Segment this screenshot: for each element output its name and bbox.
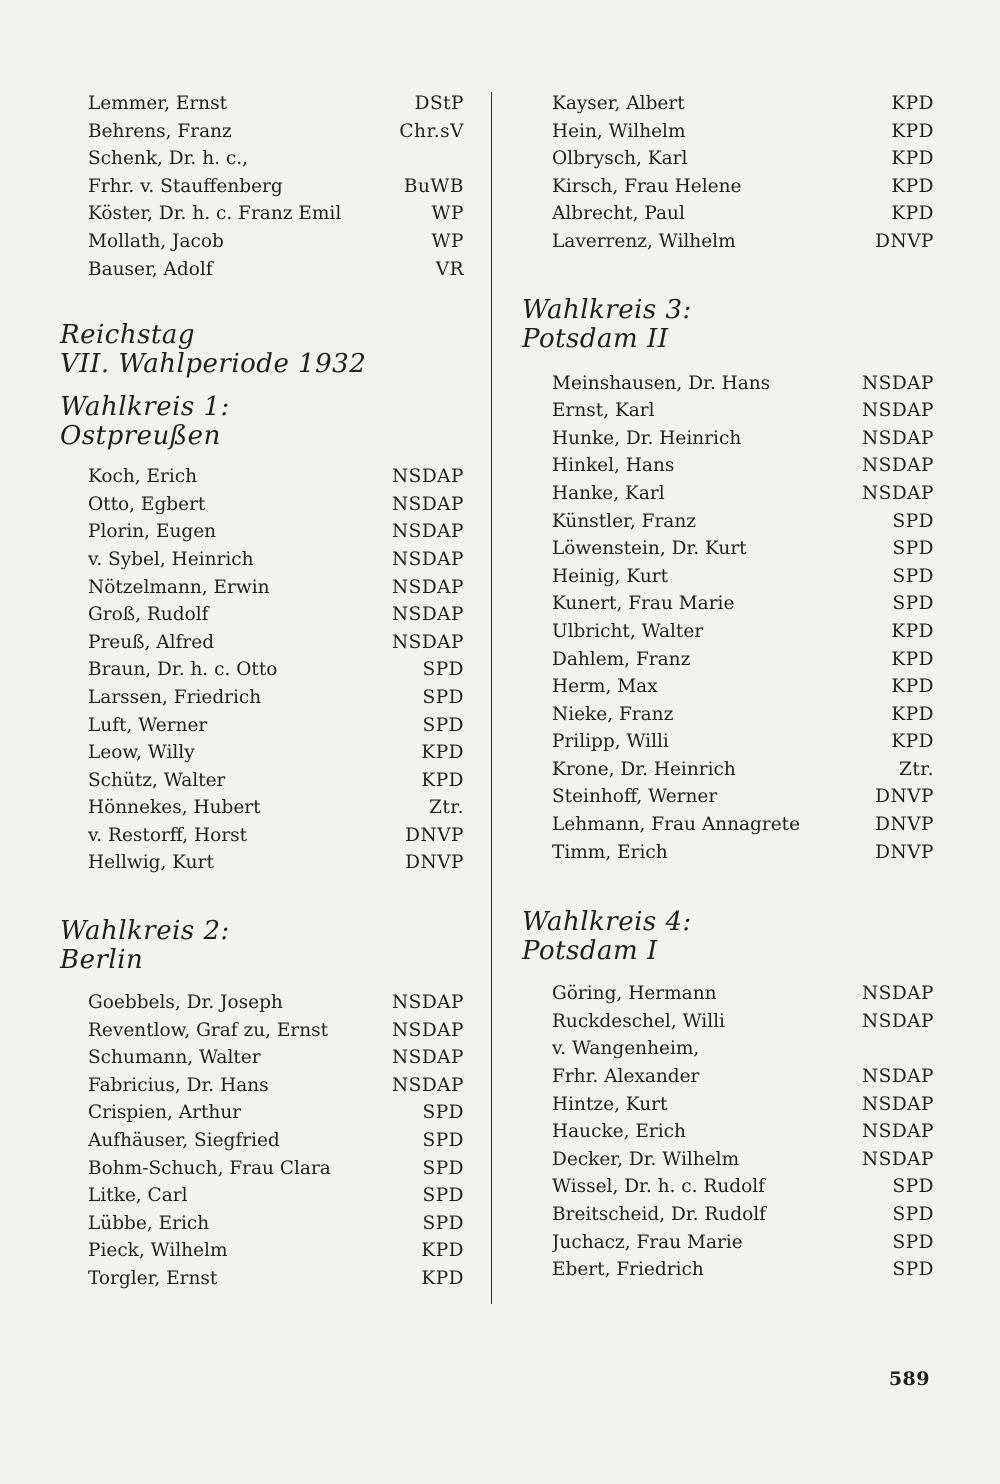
list-item xyxy=(522,118,940,146)
member-name: v. Restorff, Horst xyxy=(88,824,248,846)
reichstag-heading xyxy=(60,321,480,379)
member-name: Dahlem, Franz xyxy=(552,648,691,670)
party-label: SPD xyxy=(422,1185,464,1207)
member-name: v. Wangenheim, xyxy=(552,1038,700,1060)
member-name: Herm, Max xyxy=(552,676,658,698)
party-label: NSDAP xyxy=(861,427,934,449)
list-item xyxy=(60,1155,480,1183)
list-item xyxy=(522,811,940,839)
party-label: DStP xyxy=(414,93,464,114)
list-item xyxy=(60,822,480,850)
left-intro-list xyxy=(60,90,480,283)
list-item xyxy=(60,546,480,574)
list-item xyxy=(522,425,940,453)
member-name: Olbrysch, Karl xyxy=(552,148,688,170)
party-label: KPD xyxy=(891,676,934,698)
party-label: NSDAP xyxy=(861,400,934,422)
list-item xyxy=(60,712,480,740)
member-name: Hönnekes, Hubert xyxy=(88,797,261,819)
wahlkreis-2-region: Berlin xyxy=(60,945,144,976)
member-name: Kirsch, Frau Helene xyxy=(552,175,742,197)
party-label: SPD xyxy=(422,714,464,736)
party-label: SPD xyxy=(422,1102,464,1124)
list-item xyxy=(522,397,940,425)
list-item xyxy=(522,535,940,563)
party-label: WP xyxy=(431,203,464,225)
party-label: NSDAP xyxy=(861,1121,934,1143)
wahlkreis-3-list xyxy=(522,370,940,867)
party-label: Ztr. xyxy=(899,758,934,780)
party-label: KPD xyxy=(891,620,934,642)
list-item xyxy=(60,1265,480,1293)
party-label: NSDAP xyxy=(391,576,464,598)
list-item xyxy=(60,739,480,767)
list-item xyxy=(522,728,940,756)
list-item xyxy=(60,684,480,712)
list-item xyxy=(60,90,480,118)
member-name: Ulbricht, Walter xyxy=(552,620,704,642)
left-column xyxy=(60,90,480,1293)
party-label: KPD xyxy=(421,1240,464,1262)
member-name: Lübbe, Erich xyxy=(88,1212,210,1234)
member-name: Lemmer, Ernst xyxy=(88,93,228,114)
member-name: Bohm-Schuch, Frau Clara xyxy=(88,1157,331,1179)
party-label: KPD xyxy=(891,148,934,170)
list-item xyxy=(60,629,480,657)
member-name: Köster, Dr. h. c. Franz Emil xyxy=(88,203,342,225)
party-label: NSDAP xyxy=(861,1066,934,1088)
party-label: KPD xyxy=(891,703,934,725)
party-label: BuWB xyxy=(403,175,464,197)
member-name: Heinig, Kurt xyxy=(552,565,669,587)
list-item xyxy=(60,767,480,795)
right-column xyxy=(522,90,940,1284)
list-item xyxy=(60,256,480,284)
party-label: DNVP xyxy=(875,786,934,808)
list-item xyxy=(60,601,480,629)
member-name: Albrecht, Paul xyxy=(552,203,685,225)
party-label: KPD xyxy=(891,203,934,225)
wahlperiode-title: VII. Wahlperiode 1932 xyxy=(60,349,367,380)
party-label: NSDAP xyxy=(391,493,464,515)
list-item xyxy=(60,849,480,877)
member-name: Hanke, Karl xyxy=(552,482,665,504)
member-name: Frhr. Alexander xyxy=(552,1066,700,1088)
member-name: Ebert, Friedrich xyxy=(552,1259,704,1281)
party-label: KPD xyxy=(891,731,934,753)
list-item xyxy=(522,839,940,867)
wahlkreis-4-region: Potsdam I xyxy=(522,936,658,967)
party-label: SPD xyxy=(892,1231,934,1253)
member-name: Lehmann, Frau Annagrete xyxy=(552,814,801,836)
member-name: Kunert, Frau Marie xyxy=(552,593,735,615)
member-name: Breitscheid, Dr. Rudolf xyxy=(552,1204,766,1225)
member-name: Pieck, Wilhelm xyxy=(88,1240,228,1262)
party-label: SPD xyxy=(422,1212,464,1234)
list-item xyxy=(60,989,480,1017)
list-item xyxy=(60,1210,480,1238)
list-item xyxy=(522,370,940,398)
member-name: Schenk, Dr. h. c., xyxy=(88,148,248,170)
list-item xyxy=(522,173,940,201)
list-item xyxy=(60,1099,480,1127)
list-item xyxy=(60,173,480,201)
wahlkreis-1-region: Ostpreußen xyxy=(60,421,221,452)
list-item xyxy=(60,1044,480,1072)
member-name: Ruckdeschel, Willi xyxy=(552,1010,725,1032)
party-label: WP xyxy=(431,230,464,252)
list-item xyxy=(522,1091,940,1119)
member-name: Löwenstein, Dr. Kurt xyxy=(552,538,747,560)
reichstag-title: Reichstag xyxy=(60,320,196,351)
member-name: Hellwig, Kurt xyxy=(88,852,214,874)
member-name: Haucke, Erich xyxy=(552,1121,686,1143)
member-name: Aufhäuser, Siegfried xyxy=(88,1130,280,1152)
party-label: DNVP xyxy=(405,852,464,874)
party-label: SPD xyxy=(892,510,934,532)
member-name: Laverrenz, Wilhelm xyxy=(552,230,736,252)
party-label: KPD xyxy=(421,1268,464,1289)
party-label: NSDAP xyxy=(861,372,934,394)
right-intro-list xyxy=(522,90,940,256)
member-name: Timm, Erich xyxy=(552,841,668,863)
member-name: Meinshausen, Dr. Hans xyxy=(552,372,771,394)
member-name: Braun, Dr. h. c. Otto xyxy=(88,659,278,681)
member-name: Larssen, Friedrich xyxy=(88,686,262,708)
list-item xyxy=(60,1072,480,1100)
member-name: Leow, Willy xyxy=(88,742,195,764)
member-name: Krone, Dr. Heinrich xyxy=(552,758,736,780)
member-name: Schütz, Walter xyxy=(88,769,226,791)
party-label: NSDAP xyxy=(861,983,934,1005)
list-item xyxy=(60,574,480,602)
list-item xyxy=(522,563,940,591)
party-label: NSDAP xyxy=(861,482,934,504)
list-item xyxy=(522,618,940,646)
party-label: DNVP xyxy=(405,824,464,846)
list-item xyxy=(522,90,940,118)
member-name: Decker, Dr. Wilhelm xyxy=(552,1148,740,1170)
member-name: Schumann, Walter xyxy=(88,1047,261,1069)
list-item xyxy=(522,508,940,536)
list-item xyxy=(522,783,940,811)
member-name: Mollath, Jacob xyxy=(88,230,224,252)
member-name: Künstler, Franz xyxy=(552,510,696,532)
party-label: KPD xyxy=(891,648,934,670)
party-label: NSDAP xyxy=(861,1010,934,1032)
member-name: Ernst, Karl xyxy=(552,400,655,422)
member-name: Goebbels, Dr. Joseph xyxy=(88,992,283,1014)
list-item xyxy=(522,590,940,618)
page-number: 589 xyxy=(888,1368,930,1390)
list-item xyxy=(60,145,480,173)
party-label: SPD xyxy=(892,565,934,587)
party-label: SPD xyxy=(892,593,934,615)
list-item xyxy=(522,228,940,256)
member-name: Litke, Carl xyxy=(88,1185,188,1207)
member-name: Fabricius, Dr. Hans xyxy=(88,1074,269,1096)
list-item xyxy=(60,118,480,146)
party-label: NSDAP xyxy=(391,604,464,626)
member-name: Behrens, Franz xyxy=(88,120,232,142)
wahlkreis-4-number: Wahlkreis 4: xyxy=(522,907,692,938)
member-name: Göring, Hermann xyxy=(552,983,717,1005)
member-name: Hintze, Kurt xyxy=(552,1093,668,1115)
party-label: SPD xyxy=(892,538,934,560)
party-label: NSDAP xyxy=(391,466,464,488)
list-item xyxy=(522,980,940,1008)
list-item xyxy=(60,656,480,684)
member-name: Wissel, Dr. h. c. Rudolf xyxy=(552,1176,766,1198)
wahlkreis-2-number: Wahlkreis 2: xyxy=(60,916,230,947)
party-label: DNVP xyxy=(875,814,934,836)
member-name: Bauser, Adolf xyxy=(88,258,213,280)
member-name: Hinkel, Hans xyxy=(552,455,675,477)
list-item xyxy=(522,1146,940,1174)
party-label: SPD xyxy=(892,1176,934,1198)
member-name: Hein, Wilhelm xyxy=(552,120,686,142)
wahlkreis-3-region: Potsdam II xyxy=(522,323,669,354)
wahlkreis-2-heading xyxy=(60,917,480,975)
column-divider xyxy=(491,92,492,1304)
wahlkreis-3-heading xyxy=(522,296,940,354)
member-name: Preuß, Alfred xyxy=(88,631,215,653)
member-name: Frhr. v. Stauffenberg xyxy=(88,175,283,197)
list-item xyxy=(522,452,940,480)
party-label: SPD xyxy=(892,1204,934,1225)
list-item xyxy=(60,1127,480,1155)
party-label: NSDAP xyxy=(391,548,464,570)
wahlkreis-1-list xyxy=(60,463,480,877)
member-name: Plorin, Eugen xyxy=(88,521,217,543)
party-label: Ztr. xyxy=(429,797,464,819)
party-label: DNVP xyxy=(875,841,934,863)
party-label: NSDAP xyxy=(861,1093,934,1115)
wahlkreis-1-number: Wahlkreis 1: xyxy=(60,392,230,423)
list-item xyxy=(60,463,480,491)
member-name: Prilipp, Willi xyxy=(552,731,669,753)
member-name: Koch, Erich xyxy=(88,466,198,488)
list-item xyxy=(522,1229,940,1257)
party-label: NSDAP xyxy=(391,631,464,653)
wahlkreis-4-list xyxy=(522,980,940,1284)
party-label: NSDAP xyxy=(861,455,934,477)
party-label: KPD xyxy=(891,175,934,197)
list-item xyxy=(522,1201,940,1229)
list-item xyxy=(522,1063,940,1091)
member-name: Nieke, Franz xyxy=(552,703,674,725)
party-label: KPD xyxy=(891,120,934,142)
list-item xyxy=(522,1035,940,1063)
party-label: DNVP xyxy=(875,230,934,252)
party-label: SPD xyxy=(422,1157,464,1179)
party-label: SPD xyxy=(422,1130,464,1152)
member-name: Kayser, Albert xyxy=(552,93,685,114)
member-name: Juchacz, Frau Marie xyxy=(552,1231,743,1253)
member-name: v. Sybel, Heinrich xyxy=(88,548,254,570)
wahlkreis-1-heading xyxy=(60,393,480,451)
list-item xyxy=(522,673,940,701)
party-label: SPD xyxy=(892,1259,934,1281)
member-name: Crispien, Arthur xyxy=(88,1102,242,1124)
party-label: NSDAP xyxy=(391,1047,464,1069)
list-item xyxy=(60,1017,480,1045)
wahlkreis-4-heading xyxy=(522,908,940,966)
party-label: SPD xyxy=(422,659,464,681)
party-label: NSDAP xyxy=(861,1148,934,1170)
party-label: SPD xyxy=(422,686,464,708)
member-name: Nötzelmann, Erwin xyxy=(88,576,270,598)
list-item xyxy=(522,756,940,784)
list-item xyxy=(522,145,940,173)
wahlkreis-2-list xyxy=(60,989,480,1293)
member-name: Reventlow, Graf zu, Ernst xyxy=(88,1019,329,1041)
member-name: Steinhoff, Werner xyxy=(552,786,718,808)
list-item xyxy=(522,1118,940,1146)
member-name: Torgler, Ernst xyxy=(88,1268,218,1289)
list-item xyxy=(522,1256,940,1284)
member-name: Hunke, Dr. Heinrich xyxy=(552,427,742,449)
party-label: KPD xyxy=(891,93,934,114)
member-name: Groß, Rudolf xyxy=(88,604,209,626)
list-item xyxy=(60,1237,480,1265)
list-item xyxy=(522,1008,940,1036)
party-label: NSDAP xyxy=(391,1074,464,1096)
party-label: NSDAP xyxy=(391,521,464,543)
list-item xyxy=(60,491,480,519)
party-label: NSDAP xyxy=(391,1019,464,1041)
wahlkreis-3-number: Wahlkreis 3: xyxy=(522,294,692,325)
list-item xyxy=(522,200,940,228)
list-item xyxy=(522,480,940,508)
list-item xyxy=(522,646,940,674)
member-name: Luft, Werner xyxy=(88,714,208,736)
list-item xyxy=(60,518,480,546)
list-item xyxy=(522,1173,940,1201)
list-item xyxy=(60,794,480,822)
party-label: KPD xyxy=(421,742,464,764)
party-label: VR xyxy=(435,258,464,280)
list-item xyxy=(60,200,480,228)
party-label: Chr.sV xyxy=(399,120,464,142)
party-label: NSDAP xyxy=(391,992,464,1014)
member-name: Otto, Egbert xyxy=(88,493,206,515)
list-item xyxy=(60,1182,480,1210)
list-item xyxy=(60,228,480,256)
party-label: KPD xyxy=(421,769,464,791)
list-item xyxy=(522,701,940,729)
